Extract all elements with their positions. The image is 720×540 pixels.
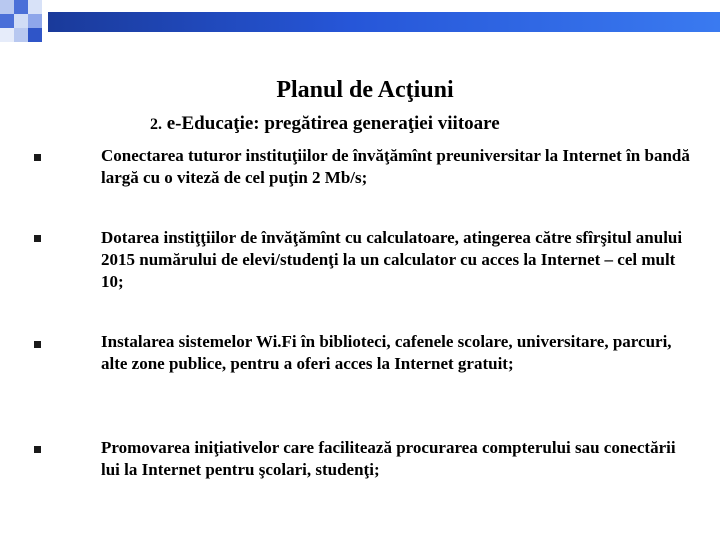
slide-subtitle [150, 113, 500, 135]
list-item: Promovarea iniţiativelor care facilitează procurarea compterului sau conectării lui la Internet pentru şcolari, studenţi; [101, 438, 676, 479]
subtitle-number: 2. [150, 116, 162, 133]
list-item: Instalarea sistemelor Wi.Fi în biblioteci, cafenele scolare, universitare, parcuri, alte zone publice, pentru a oferi acces la Internet gratuit; [101, 332, 672, 373]
slide-title: Planul de Acţiuni [276, 77, 454, 103]
subtitle-text: e-Educaţie: pregătirea generaţiei viitoare [166, 113, 500, 134]
header-bar [48, 12, 720, 32]
bullet-square-icon [34, 341, 41, 348]
list-item: Conectarea tuturor instituţiilor de învăţămînt preuniversitar la Internet în bandă largă cu o viteză de cel puţin 2 Mb/s; [101, 146, 690, 187]
bullet-square-icon [34, 154, 41, 161]
list-item: Dotarea instiţţiilor de învăţămînt cu calculatoare, atingerea către sfîrşitul anului 2015 numărului de elevi/studenţi la un calculator cu acces la Internet – cel mult 10; [101, 228, 683, 291]
bullet-square-icon [34, 446, 41, 453]
bullet-square-icon [34, 235, 41, 242]
